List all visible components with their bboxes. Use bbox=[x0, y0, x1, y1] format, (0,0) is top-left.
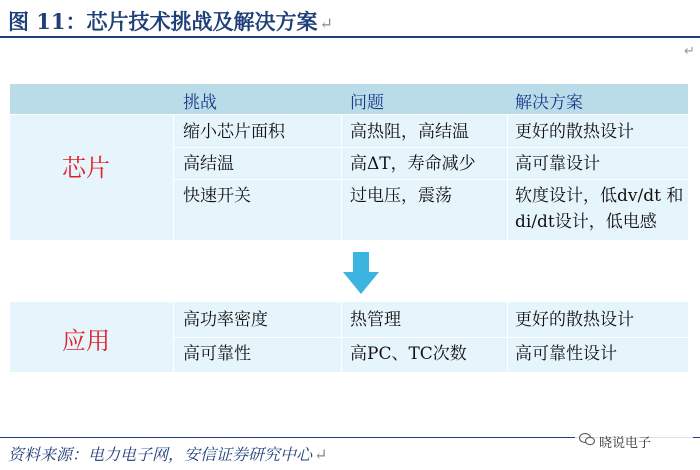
watermark-text: 晓说电子 bbox=[599, 436, 652, 451]
cell-challenge: 高结温 bbox=[183, 154, 234, 174]
column-divider bbox=[507, 115, 508, 240]
down-arrow-icon bbox=[343, 252, 379, 294]
cell-solution: 高可靠性设计 bbox=[515, 344, 617, 364]
cell-solution-line2: di/dt设计，低电感 bbox=[515, 212, 657, 232]
table-header bbox=[10, 84, 688, 114]
figure-title-bar bbox=[0, 0, 700, 40]
challenge-table bbox=[10, 84, 688, 240]
cell-solution: 高可靠设计 bbox=[515, 154, 600, 174]
cell-problem: 高ΔT，寿命减少 bbox=[350, 154, 476, 174]
column-divider bbox=[173, 115, 174, 240]
header-challenge: 挑战 bbox=[183, 93, 217, 113]
figure-title bbox=[8, 6, 333, 36]
cell-problem: 过电压，震荡 bbox=[350, 186, 452, 206]
cell-challenge: 高可靠性 bbox=[183, 344, 251, 364]
cell-problem: 高PC、TC次数 bbox=[350, 344, 467, 364]
section-label-chip: 芯片 bbox=[62, 154, 110, 182]
header-problem: 问题 bbox=[350, 93, 384, 113]
header-solution: 解决方案 bbox=[515, 93, 583, 113]
row-divider bbox=[173, 147, 688, 148]
column-divider bbox=[341, 115, 342, 240]
figure-number: 图 11： bbox=[8, 9, 87, 34]
return-mark: ↵ bbox=[314, 445, 328, 464]
cell-challenge: 快速开关 bbox=[183, 186, 251, 206]
application-table bbox=[10, 302, 688, 372]
source-note bbox=[8, 442, 327, 465]
cell-solution: 更好的散热设计 bbox=[515, 310, 634, 330]
cell-problem: 高热阻，高结温 bbox=[350, 122, 469, 142]
watermark bbox=[575, 428, 693, 452]
cell-problem: 热管理 bbox=[350, 310, 401, 330]
cell-challenge: 高功率密度 bbox=[183, 310, 268, 330]
cell-challenge: 缩小芯片面积 bbox=[183, 122, 285, 142]
wechat-icon bbox=[579, 432, 595, 446]
row-divider bbox=[173, 337, 688, 338]
title-rule bbox=[0, 36, 700, 38]
return-mark: ↵ bbox=[319, 14, 333, 33]
row-divider bbox=[173, 179, 688, 180]
figure-title-text: 芯片技术挑战及解决方案 bbox=[86, 9, 318, 34]
section-label-application: 应用 bbox=[62, 327, 110, 355]
cell-solution: 软度设计，低dv/dt 和 bbox=[515, 186, 684, 206]
cell-solution: 更好的散热设计 bbox=[515, 122, 634, 142]
source-text: 资料来源：电力电子网，安信证券研究中心 bbox=[8, 445, 313, 464]
return-mark: ↵ bbox=[684, 44, 695, 59]
